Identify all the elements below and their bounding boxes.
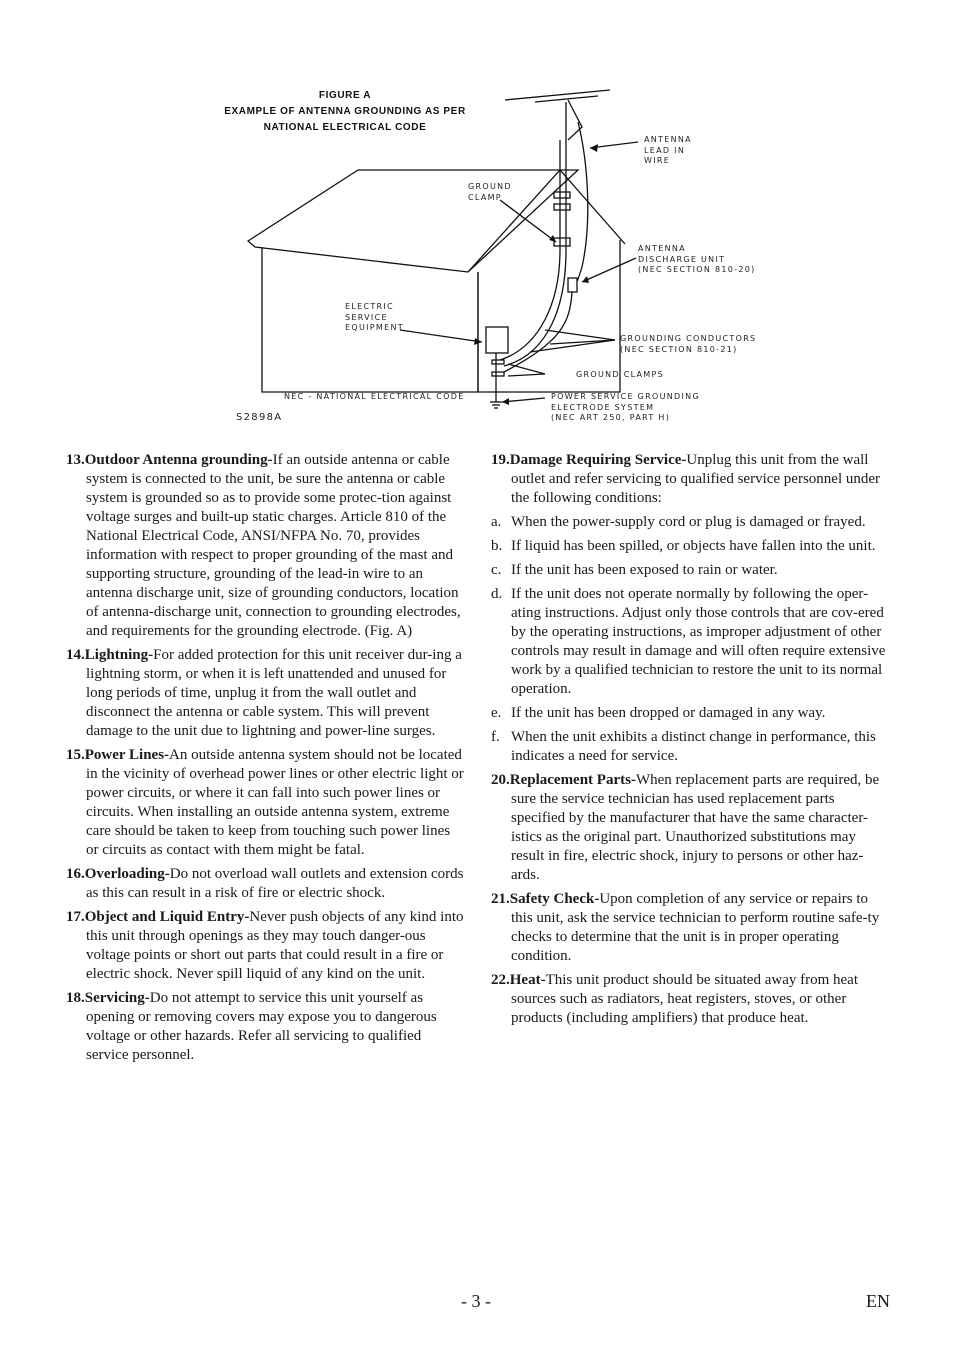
sub-letter: e. (491, 705, 502, 721)
label-ground-clamp: GROUND CLAMP (468, 182, 512, 202)
figure-title-line1: FIGURE A (318, 90, 372, 101)
page-number: - 3 - (461, 1291, 491, 1311)
sub-text: When the power-supply cord or plug is damaged or frayed. (511, 514, 866, 530)
sub-letter: f. (491, 729, 500, 745)
item-19-sub-c (491, 561, 891, 580)
item-19-sub-f (491, 728, 891, 766)
sub-letter: a. (491, 514, 502, 530)
item-22-head: 22.Heat- (491, 972, 546, 988)
item-13-head: 13.Outdoor Antenna grounding- (66, 452, 273, 468)
item-20-head: 20.Replacement Parts- (491, 772, 636, 788)
item-18 (66, 989, 466, 1065)
item-21-head: 21.Safety Check- (491, 891, 600, 907)
item-15-text: An outside antenna system should not be located in the vicinity of overhead power lines or other electric light or power circuits, or where it can fall into such power lines or circuits. When installing an outside antenna system, extreme care should be taken to keep from touching such power lines or circuits as contact with them might be fatal. (86, 747, 464, 858)
antenna-grounding-figure (200, 82, 760, 432)
item-18-head: 18.Servicing- (66, 990, 150, 1006)
sub-text: If the unit has been exposed to rain or water. (511, 562, 778, 578)
label-nec-note: NEC - NATIONAL ELECTRICAL CODE (284, 392, 465, 401)
item-15 (66, 746, 466, 860)
label-power-service: POWER SERVICE GROUNDING ELECTRODE SYSTEM (NEC ART 250, PART H) (551, 392, 700, 422)
item-14-head: 14.Lightning- (66, 647, 154, 663)
item-20 (491, 771, 891, 885)
item-13-text: If an outside antenna or cable system is connected to the unit, be sure the antenna or cable system is grounded so as to provide some protec-tion against voltage surges and built-up static charges. Article 810 of the National Electrical Code, ANSI/NFPA No. 70, provides information with respect to proper grounding of the mast and supporting structure, grounding of the lead-in wire to an antenna discharge unit, size of grounding conductors, location of antenna-discharge unit, connection to grounding electrodes, and requirements for the grounding electrode. (Fig. A) (86, 452, 461, 639)
sub-letter: b. (491, 538, 503, 554)
item-15-head: 15.Power Lines- (66, 747, 170, 763)
item-16-text: Do not overload wall outlets and extension cords as this can result in a risk of fire or electric shock. (86, 866, 464, 901)
item-14 (66, 646, 466, 741)
figure-title-line2: EXAMPLE OF ANTENNA GROUNDING AS PER (224, 106, 466, 117)
label-antenna-lead-in: ANTENNA LEAD IN WIRE (644, 135, 692, 165)
item-22 (491, 971, 891, 1028)
figure-title-line3: NATIONAL ELECTRICAL CODE (263, 122, 427, 133)
item-19 (491, 451, 891, 508)
item-18-text: Do not attempt to service this unit yourself as opening or removing covers may expose you to dangerous voltage or other hazards. Refer all servicing to qualified service personnel. (86, 990, 437, 1063)
item-19-head: 19.Damage Requiring Service- (491, 452, 687, 468)
sub-letter: d. (491, 586, 503, 602)
item-19-text: Unplug this unit from the wall outlet and refer servicing to qualified service personnel under the following conditions: (511, 452, 881, 506)
label-figure-code: S2898A (236, 412, 283, 423)
item-17-text: Never push objects of any kind into this unit through openings as they may touch danger-ous voltage points or short out parts that could result in a fire or electric shock. Never spill liquid of any kind on the unit. (86, 909, 464, 982)
sub-text: If the unit does not operate normally by following the oper-ating instructions. Adjust only those controls that are cov-ered by the operating instructions, as improper adjustment of other controls may result in damage and will often require extensive work by a qualified technician to restore the unit to its normal operation. (511, 586, 886, 697)
item-21-text: Upon completion of any service or repairs to this unit, ask the service technician to perform routine safe-ty checks to determine that the unit is in proper operating condition. (511, 891, 880, 964)
item-20-text: When replacement parts are required, be sure the service technician has used replacement parts specified by the manufacturer that have the same character-istics as the original part. Unauthorized substitutions may result in fire, electric shock, injury to persons or other haz-ards. (511, 772, 880, 883)
item-16-head: 16.Overloading- (66, 866, 170, 882)
label-ground-clamps: GROUND CLAMPS (576, 370, 665, 379)
item-17 (66, 908, 466, 984)
label-discharge-unit: ANTENNA DISCHARGE UNIT (NEC SECTION 810-20) (638, 244, 756, 274)
label-electric-service: ELECTRIC SERVICE EQUIPMENT (345, 302, 404, 332)
language-code: EN (866, 1291, 890, 1311)
right-column (491, 451, 891, 1033)
label-grounding-conductors: GROUNDING CONDUCTORS (NEC SECTION 810-21) (620, 334, 757, 354)
item-21 (491, 890, 891, 966)
item-19-sub-d (491, 585, 891, 699)
item-17-head: 17.Object and Liquid Entry- (66, 909, 250, 925)
item-13 (66, 451, 466, 641)
item-16 (66, 865, 466, 903)
item-19-sub-b (491, 537, 891, 556)
item-14-text: For added protection for this unit receiver dur-ing a lightning storm, or when it is left unattended and unused for long periods of time, unplug it from the wall outlet and disconnect the antenna or cable system. This will prevent damage to the unit due to lightning and power-line surges. (86, 647, 462, 739)
item-19-sub-a (491, 513, 891, 532)
left-column (66, 451, 466, 1070)
item-19-sub-e (491, 704, 891, 723)
sub-text: If liquid has been spilled, or objects have fallen into the unit. (511, 538, 876, 554)
figure-title (210, 88, 480, 136)
sub-text: If the unit has been dropped or damaged in any way. (511, 705, 826, 721)
item-22-text: This unit product should be situated away from heat sources such as radiators, heat registers, stoves, or other products (including amplifiers) that produce heat. (511, 972, 859, 1026)
sub-letter: c. (491, 562, 502, 578)
sub-text: When the unit exhibits a distinct change in performance, this indicates a need for service. (511, 729, 876, 764)
